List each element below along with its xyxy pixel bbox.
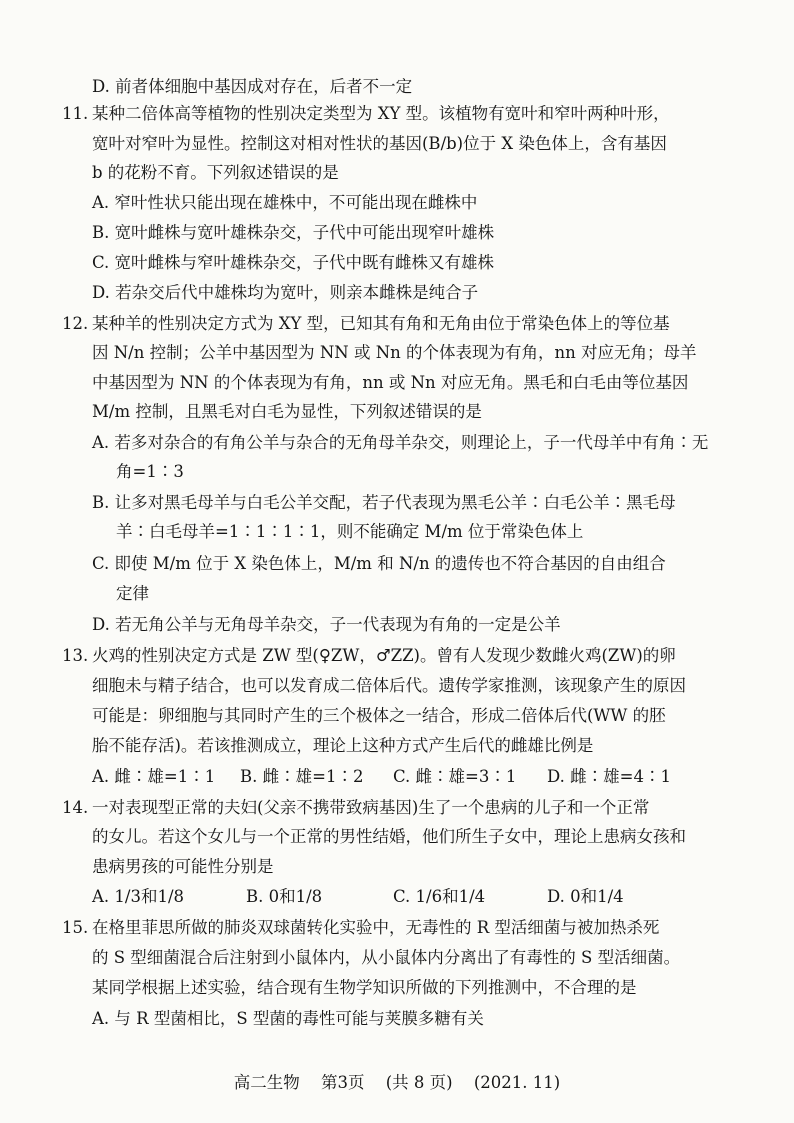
q12-option-a-cont: 角=1∶3 xyxy=(116,462,184,481)
q14-number: 14. xyxy=(62,798,89,817)
q14-option-c: C. 1/6和1/4 xyxy=(393,887,486,906)
q15-stem-line: 在格里菲思所做的肺炎双球菌转化实验中，无毒性的 R 型活细菌与被加热杀死 xyxy=(92,918,660,937)
q12-stem-line: 中基因型为 NN 的个体表现为有角，nn 或 Nn 对应无角。黑毛和白毛由等位基因 xyxy=(92,373,689,392)
q14-option-b: B. 0和1/8 xyxy=(246,887,323,906)
q12-stem-line: 因 N/n 控制；公羊中基因型为 NN 或 Nn 的个体表现为有角，nn 对应无角；母羊 xyxy=(92,343,697,362)
q11-option-c: C. 宽叶雌株与窄叶雄株杂交，子代中既有雌株又有雄株 xyxy=(92,253,495,272)
q12-option-c: C. 即使 M/m 位于 X 染色体上，M/m 和 N/n 的遗传也不符合基因的自由组合 xyxy=(92,554,666,573)
q12-stem-line: 某种羊的性别决定方式为 XY 型，已知其有角和无角由位于常染色体上的等位基 xyxy=(92,314,670,333)
q13-option-b: B. 雌∶雄=1∶2 xyxy=(240,767,364,786)
q11-option-d: D. 若杂交后代中雄株均为宽叶，则亲本雌株是纯合子 xyxy=(92,283,479,302)
q13-option-a: A. 雌∶雄=1∶1 xyxy=(92,767,216,786)
q15-stem-line: 某同学根据上述实验，结合现有生物学知识所做的下列推测中，不合理的是 xyxy=(92,978,637,997)
q14-option-a: A. 1/3和1/8 xyxy=(92,887,185,906)
q13-option-d: D. 雌∶雄=4∶1 xyxy=(547,767,671,786)
q13-stem-line: 可能是：卵细胞与其同时产生的三个极体之一结合，形成二倍体后代(WW 的胚 xyxy=(92,706,666,725)
q15-option-a: A. 与 R 型菌相比，S 型菌的毒性可能与荚膜多糖有关 xyxy=(92,1009,484,1028)
q14-option-d: D. 0和1/4 xyxy=(547,887,624,906)
q12-option-a: A. 若多对杂合的有角公羊与杂合的无角母羊杂交，则理论上，子一代母羊中有角∶无 xyxy=(92,433,709,452)
footer-page-number: 第3页 xyxy=(321,1073,365,1092)
q14-stem-line: 的女儿。若这个女儿与一个正常的男性结婚，他们所生子女中，理论上患病女孩和 xyxy=(92,827,686,846)
q11-stem-line: 宽叶对窄叶为显性。控制这对相对性状的基因(B/b)位于 X 染色体上，含有基因 xyxy=(92,134,667,153)
q11-option-a: A. 窄叶性状只能出现在雄株中，不可能出现在雌株中 xyxy=(92,193,478,212)
q14-stem-line: 一对表现型正常的夫妇(父亲不携带致病基因)生了一个患病的儿子和一个正常 xyxy=(92,798,650,817)
q11-stem-line: b 的花粉不育。下列叙述错误的是 xyxy=(92,163,339,182)
q13-option-c: C. 雌∶雄=3∶1 xyxy=(393,767,517,786)
q14-stem-line: 患病男孩的可能性分别是 xyxy=(92,857,274,876)
q12-stem-line: M/m 控制，且黑毛对白毛为显性，下列叙述错误的是 xyxy=(92,402,482,421)
q13-stem-line: 胎不能存活)。若该推测成立，理论上这种方式产生后代的雌雄比例是 xyxy=(92,736,594,755)
q11-option-b: B. 宽叶雌株与宽叶雄株杂交，子代中可能出现窄叶雄株 xyxy=(92,223,495,242)
q12-option-d: D. 若无角公羊与无角母羊杂交，子一代表现为有角的一定是公羊 xyxy=(92,615,561,634)
q12-option-c-cont: 定律 xyxy=(116,584,149,603)
q11-stem-line: 某种二倍体高等植物的性别决定类型为 XY 型。该植物有宽叶和窄叶两种叶形， xyxy=(92,104,670,123)
q15-stem-line: 的 S 型细菌混合后注射到小鼠体内，从小鼠体内分离出了有毒性的 S 型活细菌。 xyxy=(92,948,681,967)
q13-stem-line: 火鸡的性别决定方式是 ZW 型(♀ZW，♂ZZ)。曾有人发现少数雌火鸡(ZW)的卵 xyxy=(92,646,676,665)
q13-stem-line: 细胞未与精子结合，也可以发育成二倍体后代。遗传学家推测，该现象产生的原因 xyxy=(92,676,686,695)
q13-number: 13. xyxy=(62,646,89,665)
footer-subject: 高二生物 xyxy=(233,1073,300,1092)
q12-option-b: B. 让多对黑毛母羊与白毛公羊交配，若子代表现为黑毛公羊∶白毛公羊∶黑毛母 xyxy=(92,493,676,512)
footer-total-pages: (共 8 页) xyxy=(385,1073,453,1092)
footer-date: (2021. 11) xyxy=(473,1073,561,1092)
q12-option-b-cont: 羊∶白毛母羊=1∶1∶1∶1，则不能确定 M/m 位于常染色体上 xyxy=(116,522,584,541)
q15-number: 15. xyxy=(62,918,89,937)
page-footer xyxy=(0,1072,794,1094)
q12-number: 12. xyxy=(62,314,89,333)
q11-number: 11. xyxy=(62,104,89,123)
q10-option-d: D. 前者体细胞中基因成对存在，后者不一定 xyxy=(92,77,413,96)
